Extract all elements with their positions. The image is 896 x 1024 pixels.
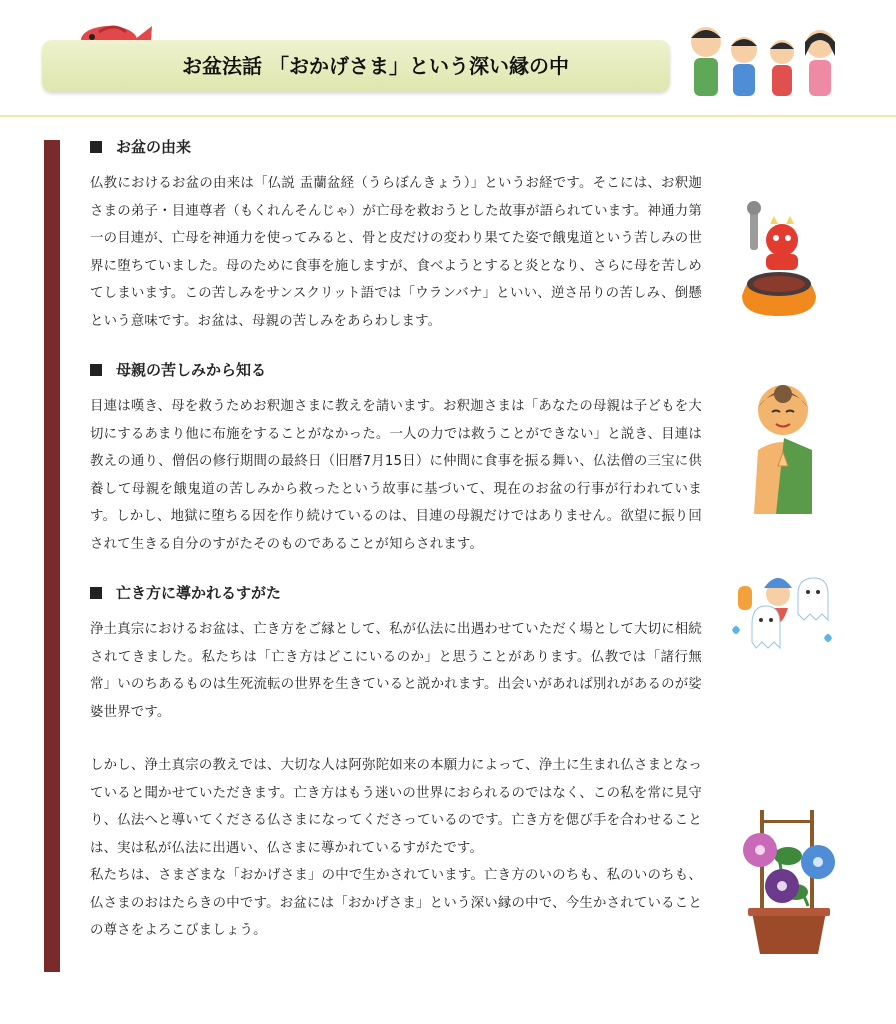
page-title: お盆法話 「おかげさま」という深い縁の中 [182, 54, 569, 78]
section-mother-suffering [90, 355, 702, 558]
praying-family-icon [686, 22, 846, 102]
section-origin [90, 132, 702, 335]
bon-ghosts-lantern-icon [728, 568, 836, 658]
section-paragraph: 私たちは、さまざまな「おかげさま」の中で生かされています。亡き方のいのちも、私のいのちも、仏さまのおはたらきの中です。お盆には「おかげさま」という深い縁の中で、今生かされていることの尊さをよろこびましょう。 [90, 868, 702, 938]
praying-buddha-icon [748, 380, 818, 514]
section-heading-text: 亡き方に導かれるすがた [116, 584, 282, 602]
section-paragraph: 仏教におけるお盆の由来は「仏説 盂蘭盆経（うらぼんきょう）」というお経です。そこには、お釈迦さまの弟子・目連尊者（もくれんそんじゃ）が亡母を救おうとした故事が語られています。神通力第一の目連が、亡母を神通力を使ってみると、骨と皮だけの変わり果てた姿で餓鬼道という苦しみの世界に堕ちていました。母のために食事を施しますが、食べようとすると炎となり、さらに母を苦しめてしまいます。この苦しみをサンスクリット語では「ウランバナ」といい、逆さ吊りの苦しみ、倒懸という意味です。お盆は、母親の苦しみをあらわします。 [90, 176, 702, 329]
section-paragraph: しかし、浄土真宗の教えでは、大切な人は阿弥陀如来の本願力によって、浄土に生まれ仏さまとなっていると聞かせていただきます。亡き方はもう迷いの世界におられるのではなく、この私を常に見守り、仏法へと導いてくださる仏さまになってくださっているのです。亡き方を偲び手を合わせることは、実は私が仏法に出遇い、仏さまに導かれているすがたです。 [90, 758, 702, 856]
square-bullet-icon [90, 364, 102, 376]
section-heading-text: お盆の由来 [116, 138, 192, 156]
section-heading [90, 355, 702, 385]
header-rule [0, 115, 896, 117]
article-body [90, 132, 702, 945]
section-paragraph: 目連は嘆き、母を救うためお釈迦さまに教えを請います。お釈迦さまは「あなたの母親は子どもを大切にするあまり他に布施をすることがなかった。一人の力では救うことができない」と説き、目連は教えの通り、僧侶の修行期間の最終日（旧暦7月15日）に仲間に食事を振る舞い、仏法僧の三宝に供養して母親を餓鬼道の苦しみから救ったという故事に基づいて、現在のお盆の行事が行われています。しかし、地獄に堕ちる因を作り続けているのは、目連の母親だけではありません。欲望に振り回されて生きる自分のすがたそのものであることが知らされます。 [90, 399, 702, 552]
section-paragraph: 浄土真宗におけるお盆は、亡き方をご縁として、私が仏法に出遇わせていただく場として大切に相続されてきました。私たちは「亡き方はどこにいるのか」と思うことがあります。仏教では「諸行無常」いのちあるものは生死流転の世界を生きていると説かれます。出会いがあれば別れがあるのが娑婆世界です。 [90, 622, 702, 720]
morning-glory-pot-icon [738, 806, 840, 956]
square-bullet-icon [90, 141, 102, 153]
red-oni-hell-cauldron-icon [736, 200, 822, 320]
section-heading [90, 132, 702, 162]
section-heading [90, 578, 702, 608]
square-bullet-icon [90, 587, 102, 599]
left-accent-bar [44, 140, 60, 972]
page-header [0, 0, 896, 118]
title-banner [42, 40, 670, 92]
section-heading-text: 母親の苦しみから知る [116, 361, 267, 379]
section-guided-by-departed [90, 578, 702, 945]
